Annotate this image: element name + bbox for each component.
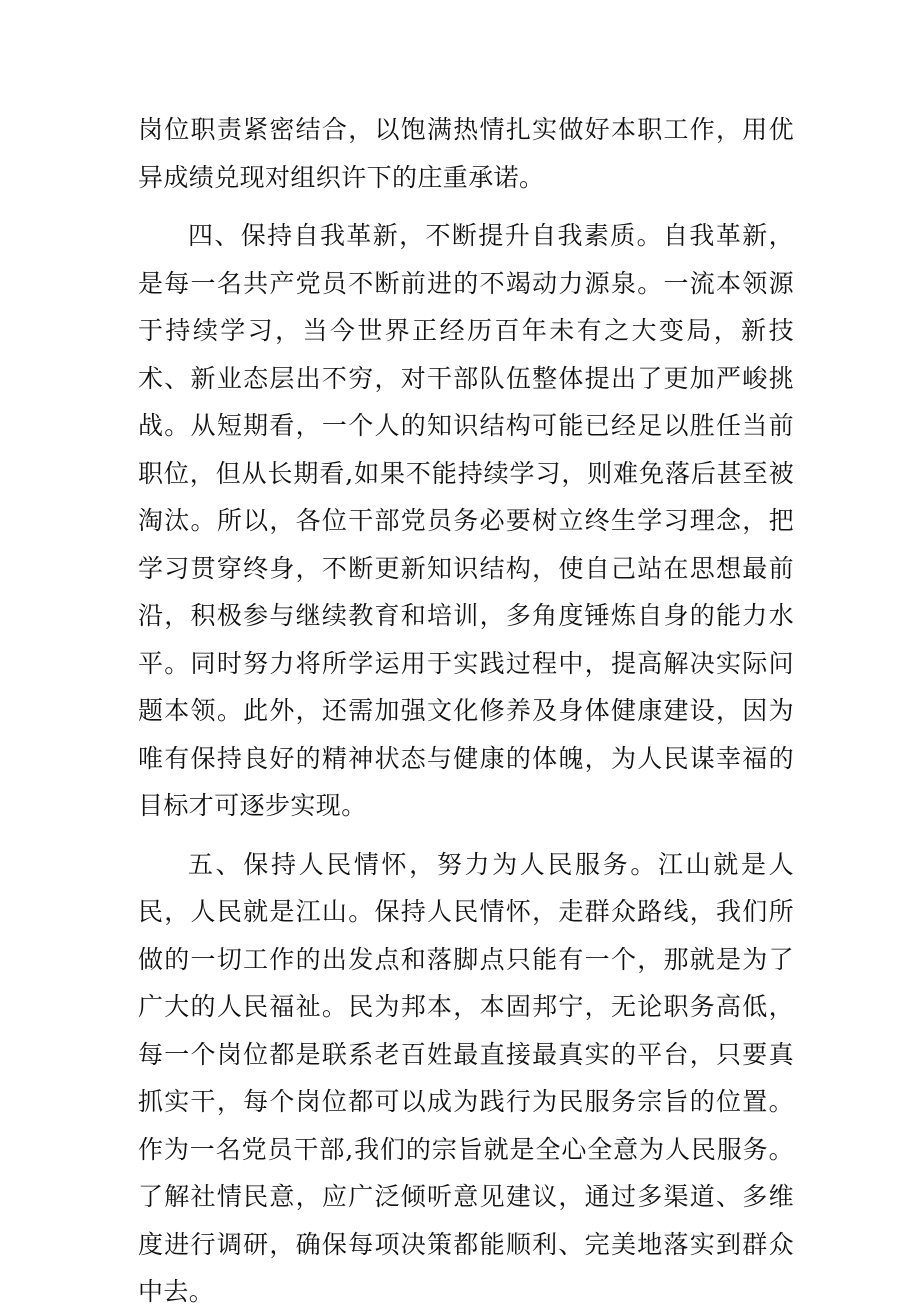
paragraph-section-five: 五、保持人民情怀，努力为人民服务。江山就是人民，人民就是江山。保持人民情怀，走群众路线，我们所做的一切工作的出发点和落脚点只能有一个，那就是为了广大的人民福祉。民为邦本，本固邦宁，无论职务高低，每一个岗位都是联系老百姓最直接最真实的平台，只要真抓实干，每个岗位都可以成为践行为民服务宗旨的位置。作为一名党员干部,我们的宗旨就是全心全意为人民服务。了解社情民意，应广泛倾听意见建议，通过多渠道、多维度进行调研，确保每项决策都能顺利、完美地落实到群众中去。: [138, 849, 794, 1306]
document-body: [138, 106, 794, 1316]
paragraph-continuation: 岗位职责紧密结合，以饱满热情扎实做好本职工作，用优异成绩兑现对组织许下的庄重承诺。: [138, 115, 794, 192]
paragraph-section-four: 四、保持自我革新，不断提升自我素质。自我革新，是每一名共产党员不断前进的不竭动力源泉。一流本领源于持续学习，当今世界正经历百年未有之大变局，新技术、新业态层出不穷，对干部队伍整体提出了更加严峻挑战。从短期看，一个人的知识结构可能已经足以胜任当前职位，但从长期看,如果不能持续学习，则难免落后甚至被淘汰。所以，各位干部党员务必要树立终生学习理念，把学习贯穿终身，不断更新知识结构，使自己站在思想最前沿，积极参与继续教育和培训，多角度锤炼自身的能力水平。同时努力将所学运用于实践过程中，提高解决实际问题本领。此外，还需加强文化修养及身体健康建设，因为唯有保持良好的精神状态与健康的体魄，为人民谋幸福的目标才可逐步实现。: [138, 221, 794, 820]
